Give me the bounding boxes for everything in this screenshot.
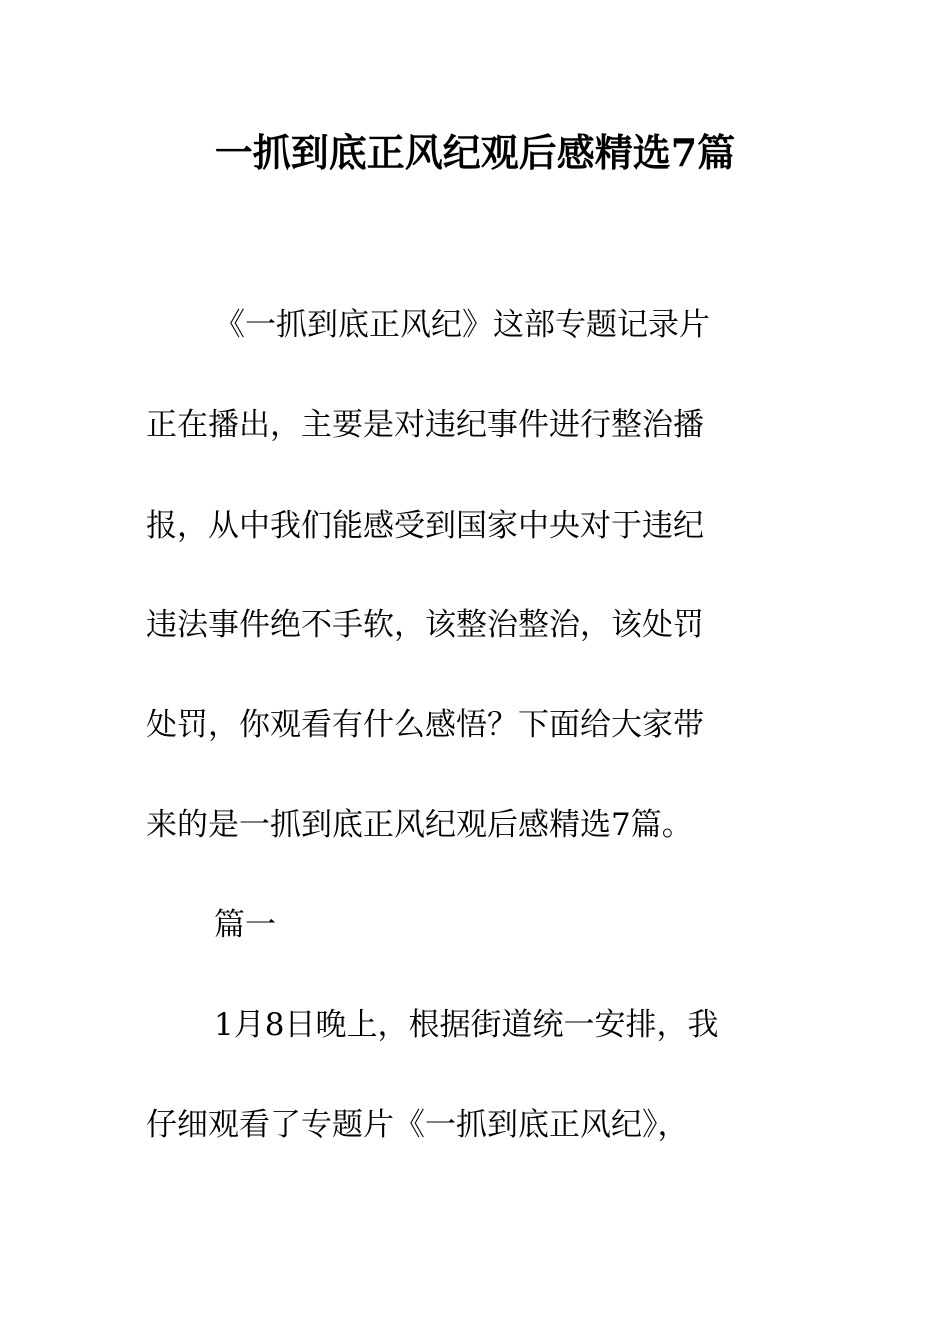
document-title: 一抓到底正风纪观后感精选7篇 (214, 130, 736, 175)
paragraph-line-1: 《一抓到底正风纪》这部专题记录片 (214, 307, 710, 343)
paragraph-line-8: 仔细观看了专题片《一抓到底正风纪》， (146, 1107, 689, 1143)
paragraph-line-5: 处罚，你观看有什么感悟？下面给大家带 (146, 707, 704, 743)
paragraph-line-7: 1月8日晚上，根据街道统一安排，我 (214, 1007, 719, 1043)
paragraph-line-4: 违法事件绝不手软，该整治整治，该处罚 (146, 607, 704, 643)
paragraph-line-6: 来的是一抓到底正风纪观后感精选7篇。 (146, 807, 693, 843)
paragraph-line-3: 报，从中我们能感受到国家中央对于违纪 (146, 508, 704, 544)
section-heading: 篇一 (214, 907, 276, 943)
paragraph-line-2: 正在播出，主要是对违纪事件进行整治播 (146, 407, 704, 443)
